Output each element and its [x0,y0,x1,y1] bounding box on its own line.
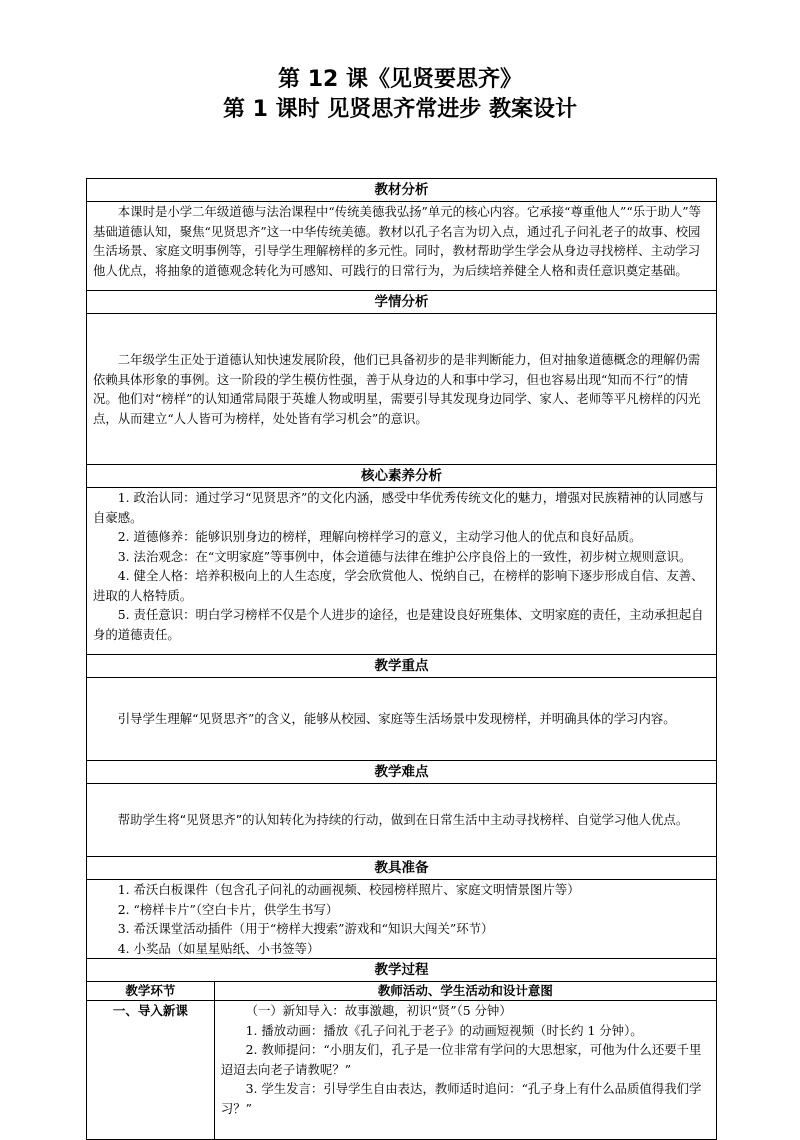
column-header-activity: 教师活动、学生活动和设计意图 [214,982,716,1001]
section-heading-zhongdian: 教学重点 [87,655,717,678]
key-point-text: 引导学生理解“见贤思齐”的含义，能够从校园、家庭等生活场景中发现榜样，并明确具体的学习内容。 [117,711,676,727]
section-heading-jiaoju: 教具准备 [87,857,717,880]
teaching-aid-item: 1. 希沃白板课件（包含孔子问礼的动画视频、校园榜样照片、家庭文明情景图片等） [117,882,580,897]
core-literacy-item: 5. 责任意识：明白学习榜样不仅是个人进步的途径，也是建设良好班集体、文明家庭的责任，主动承担起自身的道德责任。 [93,607,704,642]
teaching-aid-item: 4. 小奖品（如星星贴纸、小书签等） [117,940,320,956]
process-line: （一）新知导入：故事激趣，初识“贤”（5 分钟） [245,1003,512,1018]
document-title: 第 12 课《见贤要思齐》 [278,67,522,92]
section-heading-guocheng: 教学过程 [87,959,717,982]
core-literacy-item: 4. 健全人格：培养积极向上的人生态度，学会欣赏他人、悦纳自己，在榜样的影响下逐步形成自信、友善、进取的人格特质。 [93,568,704,603]
core-literacy-item: 1. 政治认同：通过学习“见贤思齐”的文化内涵，感受中华优秀传统文化的魅力，增强对民族精神的认同感与自豪感。 [93,490,704,525]
section-heading-hexin: 核心素养分析 [87,465,717,488]
student-analysis-text: 二年级学生正处于道德认知快速发展阶段，他们已具备初步的是非判断能力，但对抽象道德概念的理解仍需依赖具体形象的事例。这一阶段的学生模仿性强，善于从身边的人和事中学习，但也容易出现“知而不行”的情况。他们对“榜样”的认知通常局限于英雄人物或明星，需要引导其发现身边同学、家人、老师等平凡榜样的闪光点，从而建立“人人皆可为榜样，处处皆有学习机会”的意识。 [93,352,701,426]
section-heading-nandian: 教学难点 [87,761,717,784]
document-subtitle: 第 1 课时 见贤思齐常进步 教案设计 [223,97,577,122]
core-literacy-item: 3. 法治观念：在“文明家庭”等事例中，体会道德与法律在维护公序良俗上的一致性，初步树立规则意识。 [117,548,692,564]
teaching-aid-item: 3. 希沃课堂活动插件（用于“榜样大搜索”游戏和“知识大闯关”环节） [117,921,494,936]
section-heading-xueqing: 学情分析 [87,291,717,314]
process-line: 3. 学生发言：引导学生自由表达，教师适时追问：“孔子身上有什么品质值得我们学习？” [220,1081,702,1116]
teaching-aid-item: 2. “榜样卡片”（空白卡片，供学生书写） [117,901,339,917]
core-literacy-item: 2. 道德修养：能够识别身边的榜样，理解向榜样学习的意义，主动学习他人的优点和良好品质。 [117,529,642,544]
difficulty-text: 帮助学生将“见贤思齐”的认知转化为持续的行动，做到在日常生活中主动寻找榜样、自觉学习他人优点。 [117,812,689,828]
process-line: 1. 播放动画：播放《孔子问礼于老子》的动画短视频（时长约 1 分钟）。 [245,1022,643,1038]
lesson-plan-table [86,178,717,1140]
stage-label: 一、导入新课 [87,1001,215,1140]
section-heading-jiaocai: 教材分析 [87,179,717,202]
column-header-stage: 教学环节 [87,982,215,1001]
process-line: 2. 教师提问：“小朋友们，孔子是一位非常有学问的大思想家，可他为什么还要千里迢迢去向老子请教呢？” [220,1042,702,1077]
textbook-analysis-text: 本课时是小学二年级道德与法治课程中“传统美德我弘扬”单元的核心内容。它承接“尊重他人”“乐于助人”等基础道德认知，聚焦“见贤思齐”这一中华传统美德。教材以孔子名言为切入点，通过孔子问礼老子的故事、校园生活场景、家庭文明事例等，引导学生理解榜样的多元性。同时，教材帮助学生学会从身边寻找榜样、主动学习他人优点，将抽象的道德观念转化为可感知、可践行的日常行为，为后续培养健全人格和责任意识奠定基础。 [93,204,701,278]
